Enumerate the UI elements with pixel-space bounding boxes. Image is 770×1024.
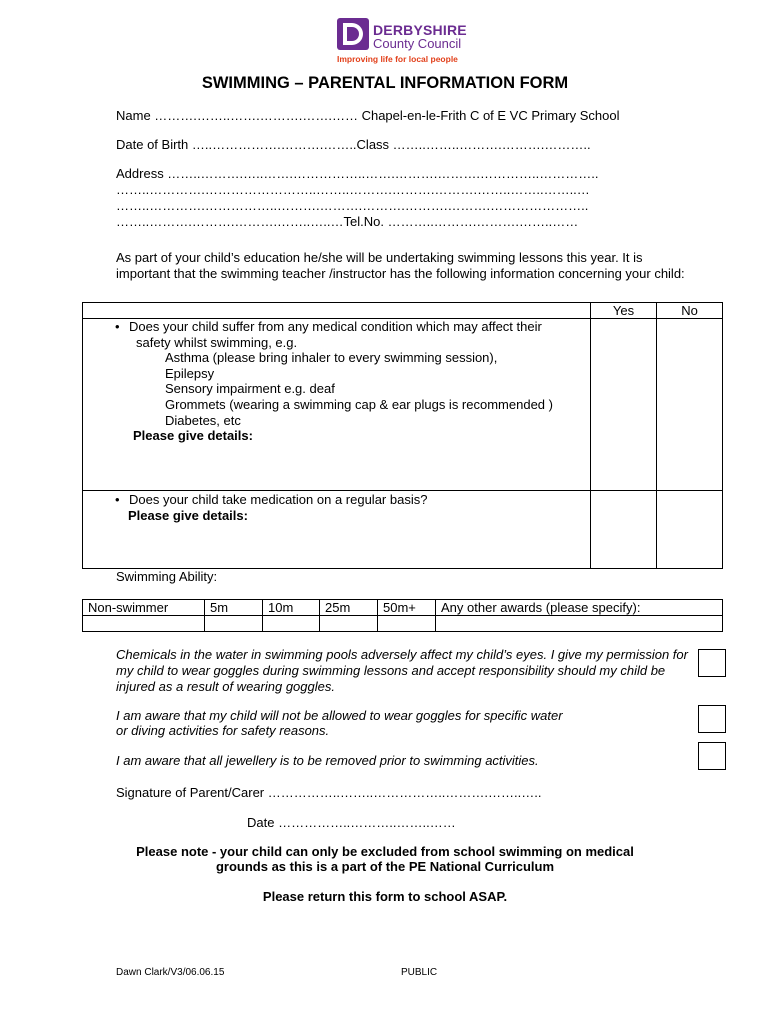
address-field-line-2[interactable]: ……..………….……………………..……..……….……….……….……..……..……..… <box>116 182 590 197</box>
medical-condition-question <box>83 319 591 491</box>
medical-condition-no-cell[interactable] <box>657 319 723 491</box>
goggles-permission-statement: Chemicals in the water in swimming pools adversely affect my child’s eyes. I give my permission for my child to wear goggles during swimming lessons and accept responsibility should my child be injured as a result of wearing goggles. <box>116 647 688 694</box>
derbyshire-logo-icon <box>337 18 369 50</box>
swimming-ability-table <box>82 599 723 632</box>
council-logo <box>337 18 477 68</box>
condition-item: Epilepsy <box>165 365 215 381</box>
condition-item: Diabetes, etc <box>165 412 241 428</box>
intro-paragraph: As part of your child’s education he/she will be undertaking swimming lessons this year. It is important that the swimming teacher /instructor has the following information concerning your child: <box>116 250 685 281</box>
ability-column-header: 50m+ <box>378 600 436 616</box>
medication-question <box>83 491 591 569</box>
medical-question-line-1: • Does your child suffer from any medical condition which may affect their <box>83 319 590 335</box>
yes-column-header: Yes <box>591 303 657 319</box>
ability-column-header: 5m <box>205 600 263 616</box>
exclusion-note-line-2: grounds as this is a part of the PE National Curriculum <box>215 859 555 874</box>
form-title: SWIMMING – PARENTAL INFORMATION FORM <box>201 74 569 92</box>
medical-condition-yes-cell[interactable] <box>591 319 657 491</box>
footer-author: Dawn Clark/V3/06.06.15 <box>116 967 225 978</box>
ability-column-header: Non-swimmer <box>83 600 205 616</box>
goggles-restriction-checkbox[interactable] <box>698 705 726 733</box>
ability-entry-cell[interactable] <box>205 616 263 632</box>
medical-details-label: Please give details: <box>133 428 253 444</box>
address-tel-field[interactable]: ……..……….……….……….……..…..…Tel.No. ………..……….……….……..…… <box>116 214 579 229</box>
medication-question-text: • Does your child take medication on a regular basis? <box>83 492 590 508</box>
address-field-line-3[interactable]: ……..………….……………..……….……….……….……….……….………………….. <box>116 198 589 213</box>
medical-question-line-2: safety whilst swimming, e.g. <box>136 334 298 350</box>
exclusion-note-line-1: Please note - your child can only be excluded from school swimming on medical <box>136 844 634 859</box>
medical-info-table <box>82 302 723 569</box>
condition-item: Asthma (please bring inhaler to every swimming session), <box>165 350 498 366</box>
jewellery-checkbox[interactable] <box>698 742 726 770</box>
swimming-ability-label: Swimming Ability: <box>116 569 218 584</box>
condition-item: Grommets (wearing a swimming cap & ear plugs is recommended ) <box>165 396 553 412</box>
logo-text-county-council: County Council <box>373 36 462 51</box>
dob-class-field[interactable]: Date of Birth …..…………….……….……..Class ……..……..……….……….……….. <box>116 137 591 152</box>
logo-text-derbyshire: DERBYSHIRE <box>373 22 467 38</box>
footer-classification: PUBLIC <box>401 967 438 978</box>
medication-details-label: Please give details: <box>128 507 248 523</box>
condition-item: Sensory impairment e.g. deaf <box>165 381 335 397</box>
goggles-restriction-line-2: or diving activities for safety reasons. <box>116 723 330 738</box>
logo-tagline: Improving life for local people <box>337 54 458 64</box>
no-column-header: No <box>657 303 723 319</box>
ability-entry-cell[interactable] <box>320 616 378 632</box>
ability-column-header: 25m <box>320 600 378 616</box>
address-field[interactable]: Address ……..……….…..…….……………..…….……….……….…………..………….. <box>116 166 599 181</box>
ability-entry-cell[interactable] <box>83 616 205 632</box>
ability-entry-cell[interactable] <box>378 616 436 632</box>
signature-field[interactable]: Signature of Parent/Carer ……………..……..……………..……….……..….. <box>116 785 542 800</box>
question-header-cell <box>83 303 591 319</box>
medication-yes-cell[interactable] <box>591 491 657 569</box>
date-field[interactable]: Date ……………..………..……..…… <box>247 815 456 830</box>
goggles-restriction-line-1: I am aware that my child will not be allowed to wear goggles for specific water <box>116 708 563 723</box>
name-field[interactable]: Name ……….……..…….……….…….…… Chapel-en-le-Frith C of E VC Primary School <box>116 108 620 123</box>
ability-column-header: Any other awards (please specify): <box>436 600 723 616</box>
jewellery-statement: I am aware that all jewellery is to be removed prior to swimming activities. <box>116 753 539 768</box>
medication-no-cell[interactable] <box>657 491 723 569</box>
return-note: Please return this form to school ASAP. <box>262 889 508 904</box>
ability-entry-cell[interactable] <box>263 616 320 632</box>
ability-entry-cell[interactable] <box>436 616 723 632</box>
ability-column-header: 10m <box>263 600 320 616</box>
goggles-permission-checkbox[interactable] <box>698 649 726 677</box>
